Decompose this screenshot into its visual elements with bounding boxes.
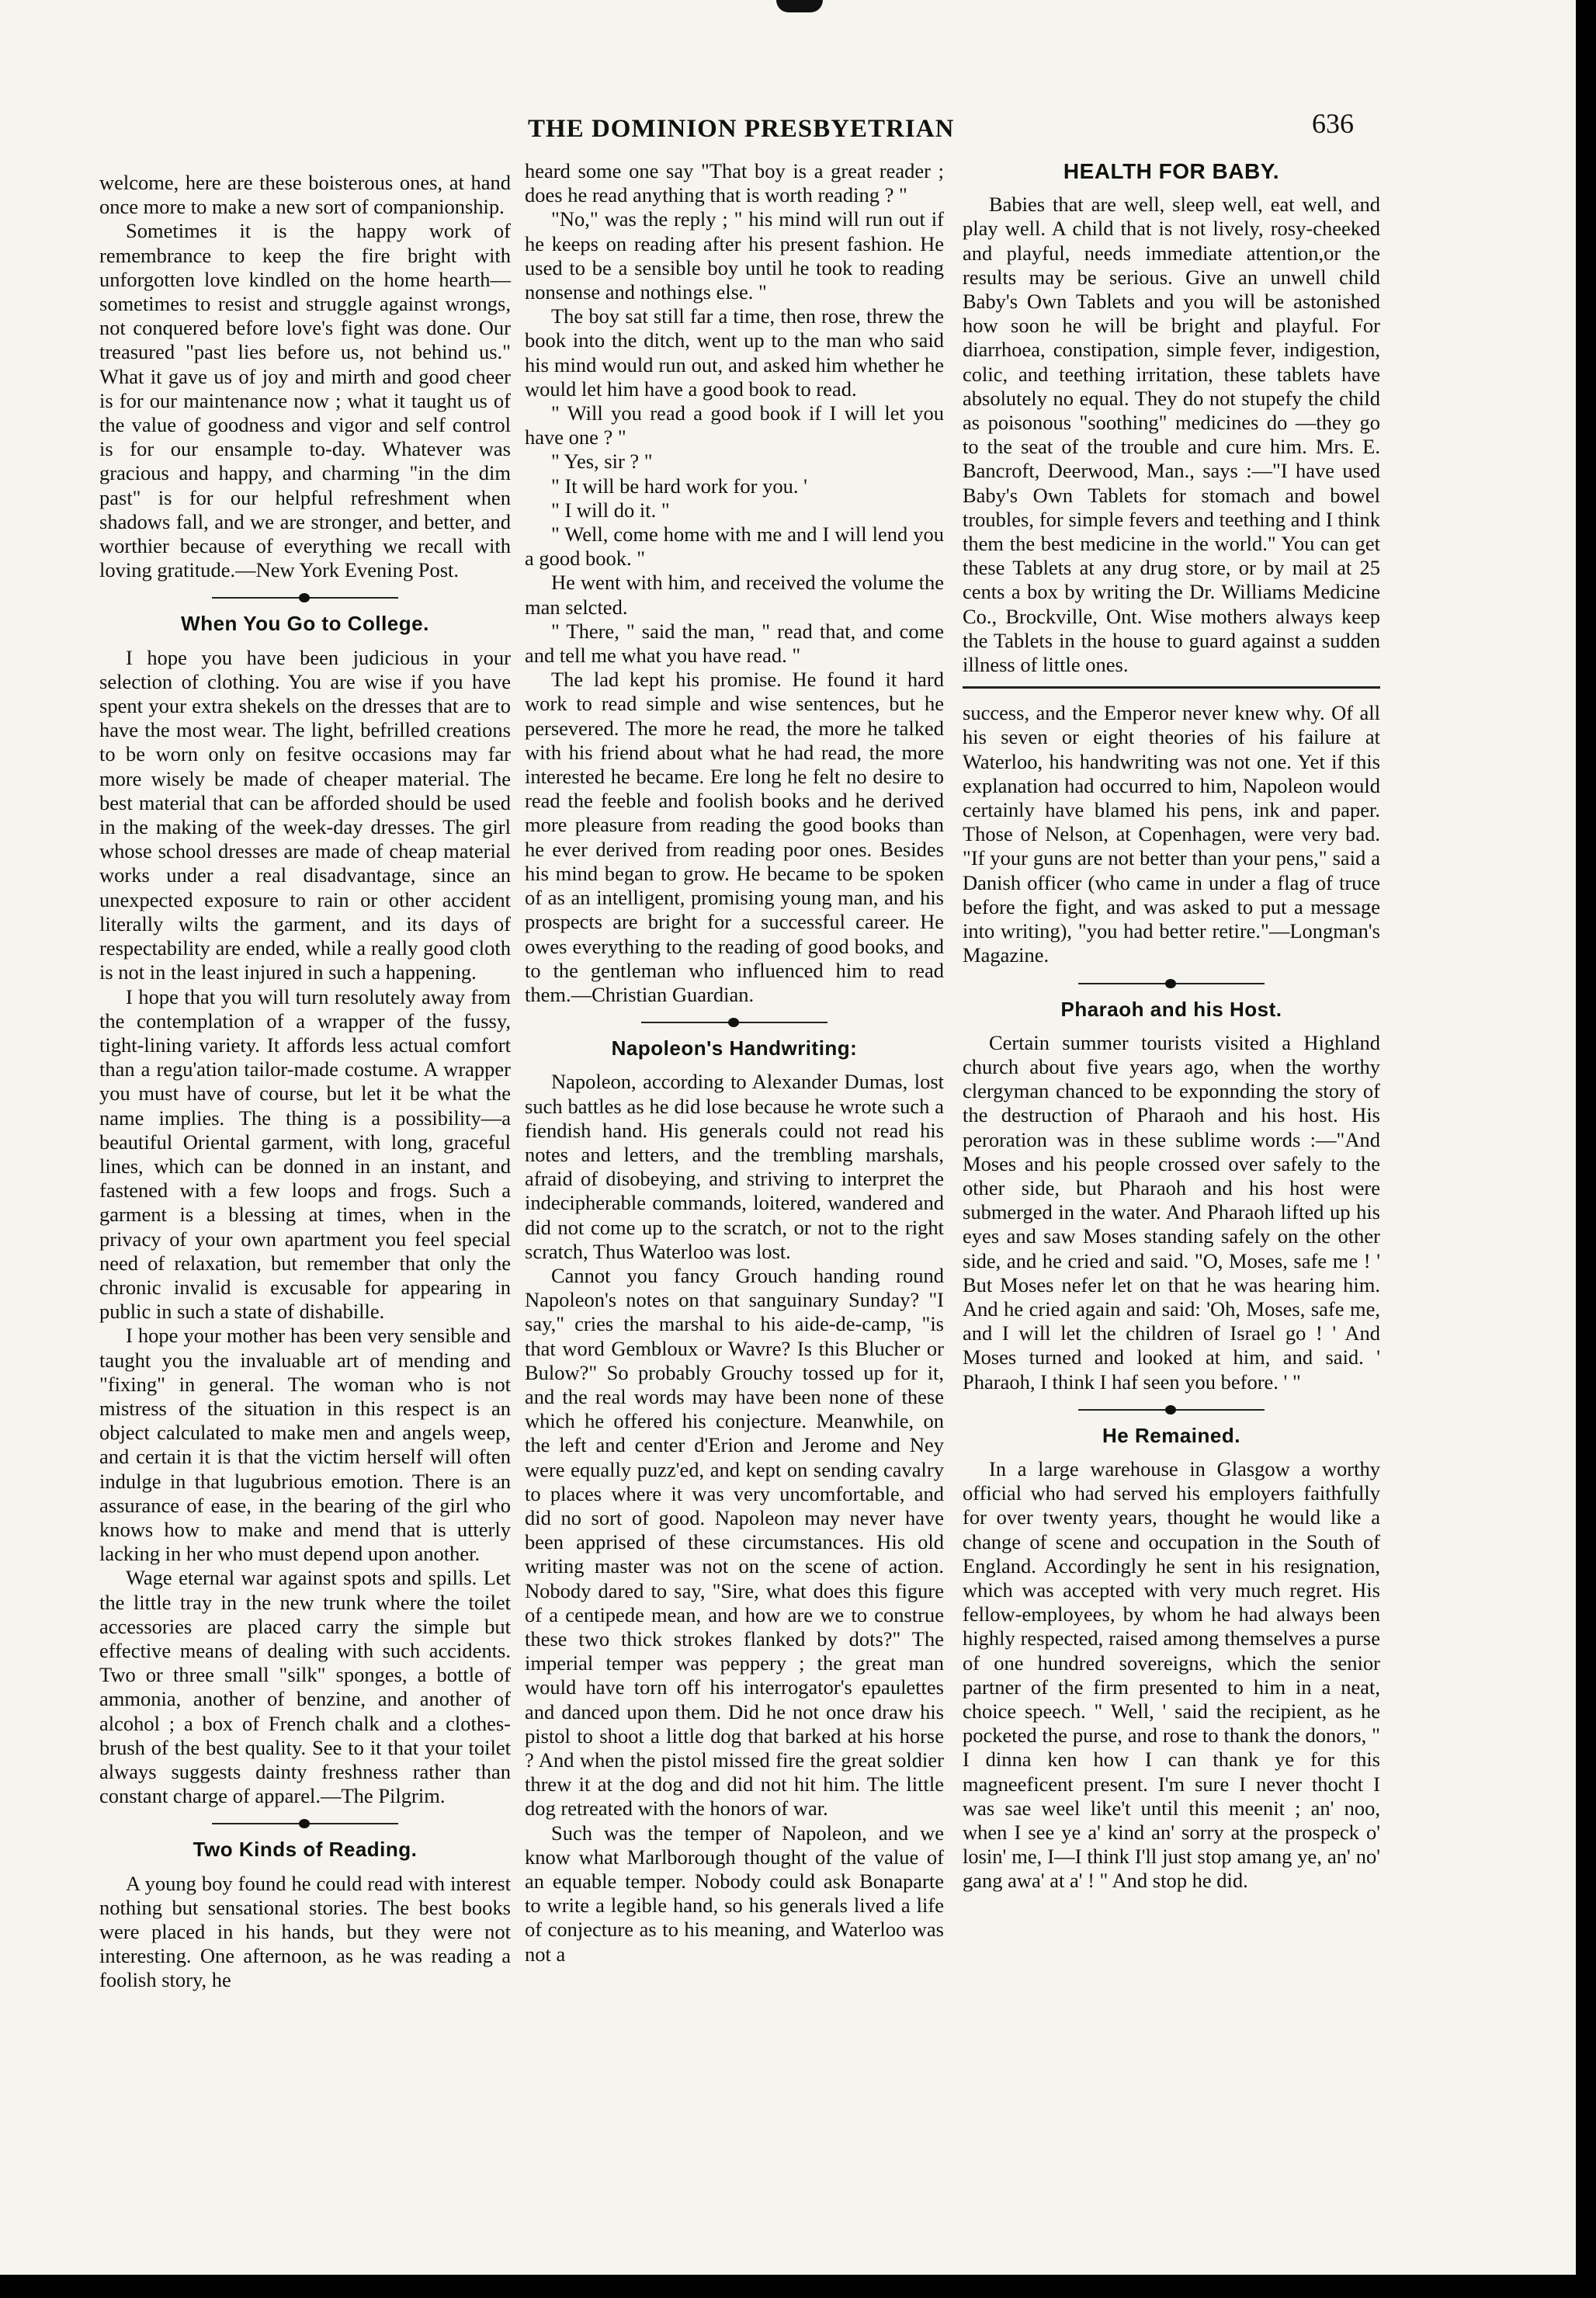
paragraph: In a large warehouse in Glasgow a worthy official who had served his employers faithfully for over twenty years, thought he would like a change of scene and occupation in the South of England. Accordingly he sent in his resignation, which was accepted with very much regret. His fellow-employees, by whom he had always been highly respected, raised among themselves a purse of one hundred sovereigns, which the senior partner of the firm presented to him in a neat, choice speech. " Well, ' said the recipient, as he pocketed the purse, and rose to thank the donors, " I dinna ken how I can thank ye for this magneeficent present. I'm sure I never thocht I was sae weel like't until this meenit ; an' noo, when I see ye a' kind an' sorry at the prospeck o' losin' me, I—I think I'll just stop amang ye, an' no' gang awa' at a' ! " And stop he did. [963, 1456, 1380, 1893]
article-heading: Two Kinds of Reading. [193, 1838, 418, 1862]
column-1 [99, 171, 511, 1993]
article-heading: HEALTH FOR BABY. [1063, 159, 1280, 183]
article-heading: Napoleon's Handwriting: [611, 1036, 858, 1060]
paragraph: heard some one say "That boy is a great reader ; does he read anything that is worth reading ? " [525, 159, 944, 207]
paragraph: Babies that are well, sleep well, eat well, and play well. A child that is not lively, rosy-cheeked and playful, needs immediate attention,or the results may be serious. Give an unwell child Baby's Own Tablets and you will be astonished how soon he will be bright and playful. For diarrhoea, constipation, simple fever, indigestion, colic, and teething irritation, these tablets have absolutely no equal. They do not stupefy the child as poisonous "soothing" medicines do —they go to the seat of the trouble and cure him. Mrs. E. Bancroft, Deerwood, Man., says :—"I have used Baby's Own Tablets for stomach and bowel troubles, for simple fevers and teething and I think them the best medicine in the world." You can get these Tablets at any drug store, or by mail at 25 cents a box by writing the Dr. Williams Medicine Co., Brockville, Ont. Wise mothers always keep the Tablets in the house to guard against a sudden illness of little ones. [963, 193, 1380, 677]
page-header [0, 108, 1576, 154]
paragraph: " There, " said the man, " read that, and come and tell me what you have read. " [525, 619, 944, 668]
column-2 [525, 159, 944, 1966]
paragraph: Cannot you fancy Grouch handing round Napoleon's notes on that sanguinary Sunday? "I say," cries the marshal to his aide-de-camp, "is that word Gembloux or Wavre? Is this Blucher or Bulow?" So probably Grouchy tossed up for it, and the real words may have been none of these which he offered his conjecture. Meanwhile, on the left and center d'Erion and Jerome and Ney were equally puzz'ed, and kept on sending cavalry to places where it was very uncomfortable, and did no sort of good. Napoleon may never have been apprised of these circumstances. His old writing master was not on the scene of action. Nobody dared to say, "Sire, what does this figure of a centipede mean, and how are we to construe these two thick strokes flanked by dots?" The imperial temper was peppery ; the great man would have torn off his interrogator's epaulettes and danced upon them. Did he not once draw his pistol to shoot a little dog that barked at his horse ? And when the pistol missed fire the great soldier threw it at the dog and did not hit him. The little dog retreated with the honors of war. [525, 1263, 944, 1821]
page-number: 636 [1312, 108, 1354, 139]
horizontal-rule [963, 686, 1380, 689]
paragraph: I hope that you will turn resolutely away from the contemplation of a wrapper of the fussy, tight-lining variety. It affords less actual comfort than a regu'ation tailor-made costume. A wrapper you must have of course, but let it be what the name implies. The thing is a possibility—a beautiful Oriental garment, with long, graceful lines, which can be donned in an instant, and fastened with a few loops and frogs. Such a garment is a blessing at times, when in the privacy of your own apartment you feel special need of relaxation, but remember that only the chronic invalid is excusable for appearing in public in such a state of dishabille. [99, 984, 511, 1324]
paragraph: "No," was the reply ; " his mind will run out if he keeps on reading after his present fashion. He used to be a sensible boy until he took to reading nonsense and nothings else. " [525, 207, 944, 304]
paragraph: " I will do it. " [551, 498, 670, 522]
paragraph: I hope you have been judicious in your selection of clothing. You are wise if you have spent your extra shekels on the dresses that are to have the most wear. The light, befrilled creations to be worn only on fesitve occasions may far more wisely be made of cheaper material. The best material that can be afforded should be used in the making of the week-day dresses. The girl whose school dresses are made of cheap material works under a real disadvantage, since an unexpected exposure to rain or other accident literally wilts the garment, and its days of respectability are ended, while a really good cloth is not in the least injured in such a happening. [99, 645, 511, 984]
section-divider [1078, 976, 1265, 991]
article-heading: He Remained. [1102, 1423, 1240, 1447]
scan-artifact [776, 0, 823, 12]
paragraph: Sometimes it is the happy work of remembrance to keep the fire bright with unforgotten love kindled on the home hearth—sometimes to resist and struggle against wrongs, not conquered before love's fight was done. Our treasured "past lies before us, not behind us." What it gave us of joy and mirth and good cheer is for our maintenance now ; what it taught us of the value of goodness and vigor and self control is for our ensample to-day. Whatever was gracious and happy, and charming "in the dim past" is for our helpful refreshment when shadows fall, and we are stronger, and better, and worthier because of everything we recall with loving gratitude.—New York Evening Post. [99, 219, 511, 582]
section-divider [212, 590, 398, 606]
paragraph: He went with him, and received the volume the man selcted. [525, 571, 944, 619]
paragraph: Such was the temper of Napoleon, and we know what Marlborough thought of the value of an equable temper. Nobody could ask Bonaparte to write a legible hand, so his generals lived a life of conjecture as to his meaning, and Waterloo was not a [525, 1821, 944, 1966]
paragraph: The lad kept his promise. He found it hard work to read simple and wise sentences, but he persevered. The more he read, the more he talked with his friend about what he had read, the more interested he became. Ere long he felt no desire to read the feeble and foolish books and he derived more pleasure from reading the good books than he ever derived from reading poor ones. Besides his mind began to grow. He became to be spoken of as an intelligent, promising young man, and his prospects are bright for a successful career. He owes everything to the reading of good books, and to the gentleman who influenced him to read them.—Christian Guardian. [525, 668, 944, 1006]
paragraph: success, and the Emperor never knew why. Of all his seven or eight theories of his failure at Waterloo, his handwriting was not one. Yet if this explanation had occurred to him, Napoleon would certainly have blamed his pens, ink and paper. Those of Nelson, at Copenhagen, were very bad. "If your guns are not better than your pens," said a Danish officer (who came in under a flag of truce before the fight, and was asked to put a message into writing), "you had better retire."—Longman's Magazine. [963, 701, 1380, 967]
section-divider [1078, 1402, 1265, 1418]
paragraph: I hope your mother has been very sensible and taught you the invaluable art of mending and "fixing" in general. The woman who is not mistress of the situation in this respect is an object calculated to make men and angels weep, and certain it is that the victim herself will often indulge in that lugubrious emotion. There is an assurance of ease, in the bearing of the girl who knows how to make and mend that is utterly lacking in her who must depend upon another. [99, 1324, 511, 1566]
paragraph: " Well, come home with me and I will lend you a good book. " [525, 522, 944, 571]
column-3 [963, 159, 1380, 1894]
paragraph: Napoleon, according to Alexander Dumas, lost such battles as he did lose because he wrote such a fiendish hand. His generals could not read his notes and letters, and the trembling marshals, afraid of disobeying, and striving to interpret the indecipherable commands, loitered, wandered and did not come up to the scratch, or not to the right scratch, Thus Waterloo was lost. [525, 1070, 944, 1263]
paragraph: " Will you read a good book if I will let you have one ? " [525, 401, 944, 450]
paragraph: welcome, here are these boisterous ones, at hand once more to make a new sort of companionship. [99, 171, 511, 219]
paragraph: A young boy found he could read with interest nothing but sensational stories. The best books were placed in his hands, but they were not interesting. One afternoon, as he was reading a foolish story, he [99, 1871, 511, 1992]
section-divider [212, 1816, 398, 1831]
masthead: THE DOMINION PRESBYETRIAN [528, 115, 955, 143]
paragraph: " Yes, sir ? " [551, 450, 653, 474]
paragraph: Certain summer tourists visited a Highland church about five years ago, when the worthy clergyman chanced to be exponnding the story of the destruction of Pharaoh and his host. His peroration was in these sublime words :—"And Moses and his people crossed over safely to the other side, but Pharaoh and his host were submerged in the water. And Pharaoh lifted up his eyes and saw Moses standing safely on the other side, and he cried and said. "O, Moses, safe me ! ' But Moses nefer let on that he was hearing him. And he cried again and said: 'Oh, Moses, safe me, and I will let the children of Israel go ! ' And Moses turned and looked at him, and said. ' Pharaoh, I think I haf seen you before. ' " [963, 1030, 1380, 1394]
section-divider [641, 1015, 827, 1030]
article-heading: Pharaoh and his Host. [1060, 997, 1282, 1021]
paragraph: " It will be hard work for you. ' [551, 474, 807, 498]
paragraph: Wage eternal war against spots and spills. Let the little tray in the new trunk where the toilet accessories are placed carry the simple but effective means of dealing with such accidents. Two or three small "silk" sponges, a bottle of ammonia, another of benzine, and another of alcohol ; a box of French chalk and a clothes-brush of the best quality. See to it that your toilet always suggests dainty freshness rather than constant charge of apparel.—The Pilgrim. [99, 1566, 511, 1808]
paragraph: The boy sat still far a time, then rose, threw the book into the ditch, went up to the man who said his mind would run out, and asked him whether he would let him have a good book to read. [525, 304, 944, 401]
article-heading: When You Go to College. [181, 612, 429, 636]
